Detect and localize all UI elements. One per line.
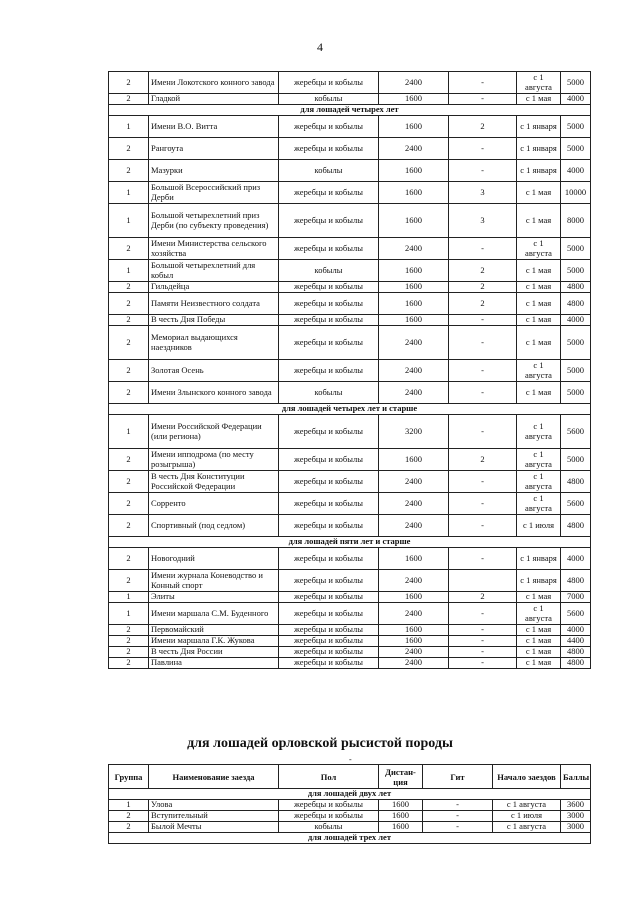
cell-start: с 1 августа xyxy=(517,471,561,493)
cell-start: с 1 мая xyxy=(517,658,561,669)
cell-sex: жеребцы и кобылы xyxy=(279,116,379,138)
cell-race-name: Имени В.О. Витта xyxy=(149,116,279,138)
cell-start: с 1 мая xyxy=(517,326,561,360)
cell-git: - xyxy=(449,415,517,449)
cell-group: 2 xyxy=(109,822,149,833)
cell-group: 2 xyxy=(109,570,149,592)
table-row xyxy=(109,260,591,282)
cell-start: с 1 мая xyxy=(517,94,561,105)
cell-group: 1 xyxy=(109,182,149,204)
cell-git: - xyxy=(449,658,517,669)
stray-mark: - xyxy=(349,755,352,764)
cell-race-name: Первомайский xyxy=(149,625,279,636)
cell-race-name: Имени маршала Г.К. Жукова xyxy=(149,636,279,647)
races-table-1 xyxy=(108,71,591,669)
cell-distance: 2400 xyxy=(379,493,449,515)
cell-points: 7000 xyxy=(561,592,591,603)
races-table-1-body xyxy=(109,72,591,669)
cell-distance: 1600 xyxy=(379,592,449,603)
table-row xyxy=(109,238,591,260)
table-row xyxy=(109,94,591,105)
cell-start: с 1 января xyxy=(517,570,561,592)
cell-start: с 1 августа xyxy=(517,603,561,625)
cell-group: 1 xyxy=(109,603,149,625)
cell-group: 2 xyxy=(109,647,149,658)
cell-distance: 2400 xyxy=(379,138,449,160)
section-label: для лошадей двух лет xyxy=(109,789,591,800)
table-row xyxy=(109,293,591,315)
cell-sex: жеребцы и кобылы xyxy=(279,293,379,315)
cell-race-name: Памяти Неизвестного солдата xyxy=(149,293,279,315)
header-group: Группа xyxy=(109,765,149,789)
cell-git: 2 xyxy=(449,293,517,315)
cell-sex: жеребцы и кобылы xyxy=(279,592,379,603)
cell-start: с 1 июля xyxy=(493,811,561,822)
cell-sex: жеребцы и кобылы xyxy=(279,493,379,515)
cell-points: 4000 xyxy=(561,94,591,105)
cell-points: 5000 xyxy=(561,360,591,382)
cell-git: - xyxy=(449,94,517,105)
cell-group: 2 xyxy=(109,493,149,515)
cell-race-name: Большой Всероссийский приз Дерби xyxy=(149,182,279,204)
cell-start: с 1 мая xyxy=(517,315,561,326)
header-race-name: Наименование заезда xyxy=(149,765,279,789)
cell-points: 8000 xyxy=(561,204,591,238)
cell-group: 2 xyxy=(109,138,149,160)
cell-race-name: Большой четырехлетний для кобыл xyxy=(149,260,279,282)
cell-race-name: В честь Дня Конституции Российской Федерации xyxy=(149,471,279,493)
cell-git: 2 xyxy=(449,282,517,293)
table-row xyxy=(109,360,591,382)
header-distance: Дистан-ция xyxy=(379,765,423,789)
cell-points: 4000 xyxy=(561,548,591,570)
cell-sex: жеребцы и кобылы xyxy=(279,800,379,811)
cell-distance: 1600 xyxy=(379,116,449,138)
cell-points: 5000 xyxy=(561,260,591,282)
cell-distance: 1600 xyxy=(379,625,449,636)
cell-race-name: Новогодний xyxy=(149,548,279,570)
cell-race-name: Гильдейца xyxy=(149,282,279,293)
cell-start: с 1 января xyxy=(517,160,561,182)
cell-sex: жеребцы и кобылы xyxy=(279,658,379,669)
cell-group: 1 xyxy=(109,415,149,449)
cell-distance: 2400 xyxy=(379,360,449,382)
table-row xyxy=(109,811,591,822)
cell-distance: 2400 xyxy=(379,570,449,592)
table-row xyxy=(109,382,591,404)
cell-race-name: Рангоута xyxy=(149,138,279,160)
cell-points: 4000 xyxy=(561,625,591,636)
cell-points: 4800 xyxy=(561,647,591,658)
cell-sex: жеребцы и кобылы xyxy=(279,72,379,94)
cell-sex: жеребцы и кобылы xyxy=(279,326,379,360)
cell-distance: 2400 xyxy=(379,471,449,493)
section-row xyxy=(109,537,591,548)
cell-group: 2 xyxy=(109,326,149,360)
cell-points: 4800 xyxy=(561,471,591,493)
cell-git: - xyxy=(449,138,517,160)
cell-points: 4800 xyxy=(561,293,591,315)
cell-distance: 1600 xyxy=(379,182,449,204)
table-row xyxy=(109,603,591,625)
table-row xyxy=(109,204,591,238)
table-row xyxy=(109,515,591,537)
cell-start: с 1 июля xyxy=(517,515,561,537)
table-row xyxy=(109,182,591,204)
header-sex: Пол xyxy=(279,765,379,789)
cell-race-name: Былой Мечты xyxy=(149,822,279,833)
table-row xyxy=(109,822,591,833)
cell-group: 2 xyxy=(109,658,149,669)
cell-points: 5000 xyxy=(561,72,591,94)
cell-sex: жеребцы и кобылы xyxy=(279,647,379,658)
cell-git: - xyxy=(449,382,517,404)
cell-git: - xyxy=(449,647,517,658)
cell-start: с 1 мая xyxy=(517,647,561,658)
races-table-2 xyxy=(108,764,591,844)
section-label: для лошадей четырех лет и старше xyxy=(109,404,591,415)
cell-race-name: Золотая Осень xyxy=(149,360,279,382)
table-row xyxy=(109,315,591,326)
cell-start: с 1 мая xyxy=(517,636,561,647)
cell-distance: 1600 xyxy=(379,822,423,833)
cell-group: 2 xyxy=(109,382,149,404)
table-row xyxy=(109,138,591,160)
cell-points: 5600 xyxy=(561,493,591,515)
header-git: Гит xyxy=(423,765,493,789)
cell-group: 2 xyxy=(109,282,149,293)
cell-race-name: Имени Российской Федерации (или региона) xyxy=(149,415,279,449)
cell-group: 2 xyxy=(109,471,149,493)
cell-race-name: Мазурки xyxy=(149,160,279,182)
cell-race-name: Элиты xyxy=(149,592,279,603)
table-row xyxy=(109,116,591,138)
cell-points: 4800 xyxy=(561,658,591,669)
cell-start: с 1 мая xyxy=(517,592,561,603)
cell-distance: 3200 xyxy=(379,415,449,449)
cell-git xyxy=(449,570,517,592)
cell-group: 1 xyxy=(109,204,149,238)
cell-points: 4400 xyxy=(561,636,591,647)
cell-race-name: Имени журнала Коневодство и Конный спорт xyxy=(149,570,279,592)
section-title-orlov: для лошадей орловской рысистой породы xyxy=(187,736,453,751)
cell-git: - xyxy=(423,800,493,811)
cell-points: 4800 xyxy=(561,515,591,537)
cell-points: 4800 xyxy=(561,570,591,592)
cell-distance: 1600 xyxy=(379,204,449,238)
cell-points: 5000 xyxy=(561,449,591,471)
cell-git: - xyxy=(449,636,517,647)
table-row xyxy=(109,449,591,471)
cell-distance: 2400 xyxy=(379,603,449,625)
table-row xyxy=(109,160,591,182)
cell-sex: жеребцы и кобылы xyxy=(279,636,379,647)
cell-race-name: Сорренто xyxy=(149,493,279,515)
cell-sex: жеребцы и кобылы xyxy=(279,360,379,382)
cell-git: - xyxy=(449,493,517,515)
cell-sex: кобылы xyxy=(279,260,379,282)
cell-git: 2 xyxy=(449,116,517,138)
cell-distance: 2400 xyxy=(379,72,449,94)
table-row xyxy=(109,647,591,658)
table-row xyxy=(109,625,591,636)
cell-sex: жеребцы и кобылы xyxy=(279,625,379,636)
table-row xyxy=(109,326,591,360)
cell-start: с 1 августа xyxy=(517,449,561,471)
cell-git: - xyxy=(449,160,517,182)
cell-distance: 1600 xyxy=(379,315,449,326)
cell-git: 3 xyxy=(449,182,517,204)
cell-group: 2 xyxy=(109,515,149,537)
section-row xyxy=(109,833,591,844)
cell-race-name: Имени маршала С.М. Буденного xyxy=(149,603,279,625)
cell-points: 4800 xyxy=(561,282,591,293)
table-row xyxy=(109,471,591,493)
cell-group: 1 xyxy=(109,260,149,282)
cell-group: 2 xyxy=(109,449,149,471)
cell-race-name: Улова xyxy=(149,800,279,811)
cell-group: 2 xyxy=(109,94,149,105)
cell-points: 4000 xyxy=(561,160,591,182)
section-label: для лошадей четырех лет xyxy=(109,105,591,116)
cell-points: 5600 xyxy=(561,415,591,449)
cell-git: - xyxy=(449,326,517,360)
cell-start: с 1 мая xyxy=(517,293,561,315)
cell-group: 2 xyxy=(109,72,149,94)
cell-points: 3000 xyxy=(561,822,591,833)
cell-race-name: Имени ипподрома (по месту розыгрыша) xyxy=(149,449,279,471)
cell-group: 2 xyxy=(109,811,149,822)
cell-git: - xyxy=(449,548,517,570)
cell-sex: жеребцы и кобылы xyxy=(279,548,379,570)
cell-sex: кобылы xyxy=(279,160,379,182)
cell-git: - xyxy=(423,811,493,822)
table-header-row xyxy=(109,765,591,789)
cell-distance: 1600 xyxy=(379,293,449,315)
cell-start: с 1 мая xyxy=(517,182,561,204)
cell-git: 2 xyxy=(449,449,517,471)
cell-group: 2 xyxy=(109,293,149,315)
cell-git: - xyxy=(449,603,517,625)
cell-start: с 1 января xyxy=(517,138,561,160)
cell-start: с 1 мая xyxy=(517,260,561,282)
table-row xyxy=(109,570,591,592)
cell-group: 2 xyxy=(109,315,149,326)
cell-start: с 1 августа xyxy=(517,415,561,449)
cell-sex: жеребцы и кобылы xyxy=(279,204,379,238)
cell-group: 1 xyxy=(109,116,149,138)
cell-git: 2 xyxy=(449,592,517,603)
cell-distance: 2400 xyxy=(379,515,449,537)
page-number: 4 xyxy=(317,40,323,54)
table-row xyxy=(109,282,591,293)
cell-start: с 1 января xyxy=(517,548,561,570)
cell-git: - xyxy=(449,72,517,94)
cell-points: 5000 xyxy=(561,138,591,160)
table-row xyxy=(109,72,591,94)
cell-points: 3000 xyxy=(561,811,591,822)
cell-start: с 1 августа xyxy=(493,822,561,833)
cell-distance: 2400 xyxy=(379,658,449,669)
cell-race-name: Гладкой xyxy=(149,94,279,105)
section-label: для лошадей пяти лет и старше xyxy=(109,537,591,548)
cell-sex: жеребцы и кобылы xyxy=(279,811,379,822)
cell-race-name: Вступительный xyxy=(149,811,279,822)
cell-git: - xyxy=(423,822,493,833)
cell-race-name: В честь Дня России xyxy=(149,647,279,658)
table-row xyxy=(109,592,591,603)
cell-start: с 1 января xyxy=(517,116,561,138)
cell-distance: 1600 xyxy=(379,636,449,647)
cell-sex: жеребцы и кобылы xyxy=(279,471,379,493)
cell-distance: 2400 xyxy=(379,326,449,360)
cell-git: 2 xyxy=(449,260,517,282)
section-label: для лошадей трех лет xyxy=(109,833,591,844)
cell-distance: 1600 xyxy=(379,800,423,811)
cell-sex: жеребцы и кобылы xyxy=(279,603,379,625)
cell-start: с 1 августа xyxy=(517,493,561,515)
cell-race-name: Большой четырехлетний приз Дерби (по субъекту проведения) xyxy=(149,204,279,238)
cell-race-name: Имени Министерства сельского хозяйства xyxy=(149,238,279,260)
cell-sex: жеребцы и кобылы xyxy=(279,138,379,160)
races-table-2-body xyxy=(109,789,591,844)
cell-distance: 2400 xyxy=(379,647,449,658)
cell-sex: жеребцы и кобылы xyxy=(279,315,379,326)
cell-group: 1 xyxy=(109,592,149,603)
cell-git: - xyxy=(449,625,517,636)
section-row xyxy=(109,789,591,800)
cell-distance: 1600 xyxy=(379,282,449,293)
cell-sex: кобылы xyxy=(279,94,379,105)
cell-points: 5000 xyxy=(561,326,591,360)
section-row xyxy=(109,404,591,415)
cell-points: 5600 xyxy=(561,603,591,625)
cell-start: с 1 мая xyxy=(517,625,561,636)
cell-points: 10000 xyxy=(561,182,591,204)
cell-git: - xyxy=(449,471,517,493)
cell-start: с 1 августа xyxy=(517,238,561,260)
cell-sex: жеребцы и кобылы xyxy=(279,282,379,293)
cell-start: с 1 августа xyxy=(517,360,561,382)
cell-start: с 1 мая xyxy=(517,382,561,404)
cell-git: - xyxy=(449,315,517,326)
cell-race-name: Имени Локотского конного завода xyxy=(149,72,279,94)
cell-group: 2 xyxy=(109,360,149,382)
cell-git: - xyxy=(449,360,517,382)
table-row xyxy=(109,548,591,570)
cell-start: с 1 августа xyxy=(517,72,561,94)
cell-points: 5000 xyxy=(561,116,591,138)
cell-race-name: Мемориал выдающихся наездников xyxy=(149,326,279,360)
cell-distance: 1600 xyxy=(379,548,449,570)
cell-distance: 2400 xyxy=(379,238,449,260)
cell-sex: жеребцы и кобылы xyxy=(279,570,379,592)
cell-distance: 1600 xyxy=(379,94,449,105)
cell-distance: 1600 xyxy=(379,260,449,282)
cell-distance: 1600 xyxy=(379,811,423,822)
cell-distance: 1600 xyxy=(379,449,449,471)
cell-points: 4000 xyxy=(561,315,591,326)
cell-sex: жеребцы и кобылы xyxy=(279,515,379,537)
cell-group: 2 xyxy=(109,625,149,636)
section-row xyxy=(109,105,591,116)
table-row xyxy=(109,636,591,647)
cell-group: 2 xyxy=(109,548,149,570)
cell-group: 2 xyxy=(109,160,149,182)
cell-sex: кобылы xyxy=(279,382,379,404)
cell-race-name: Павлина xyxy=(149,658,279,669)
cell-start: с 1 мая xyxy=(517,282,561,293)
table-row xyxy=(109,658,591,669)
cell-git: 3 xyxy=(449,204,517,238)
cell-distance: 2400 xyxy=(379,382,449,404)
cell-group: 2 xyxy=(109,238,149,260)
cell-sex: жеребцы и кобылы xyxy=(279,449,379,471)
table-row xyxy=(109,800,591,811)
cell-sex: жеребцы и кобылы xyxy=(279,182,379,204)
cell-sex: жеребцы и кобылы xyxy=(279,238,379,260)
cell-group: 2 xyxy=(109,636,149,647)
cell-distance: 1600 xyxy=(379,160,449,182)
cell-git: - xyxy=(449,515,517,537)
cell-start: с 1 мая xyxy=(517,204,561,238)
cell-sex: кобылы xyxy=(279,822,379,833)
cell-points: 5000 xyxy=(561,382,591,404)
cell-sex: жеребцы и кобылы xyxy=(279,415,379,449)
table-row xyxy=(109,493,591,515)
cell-git: - xyxy=(449,238,517,260)
cell-points: 5000 xyxy=(561,238,591,260)
cell-race-name: В честь Дня Победы xyxy=(149,315,279,326)
cell-race-name: Спортивный (под седлом) xyxy=(149,515,279,537)
table-row xyxy=(109,415,591,449)
header-points: Баллы xyxy=(561,765,591,789)
cell-points: 3600 xyxy=(561,800,591,811)
header-start: Начало заездов xyxy=(493,765,561,789)
cell-race-name: Имени Злынского конного завода xyxy=(149,382,279,404)
cell-group: 1 xyxy=(109,800,149,811)
cell-start: с 1 августа xyxy=(493,800,561,811)
